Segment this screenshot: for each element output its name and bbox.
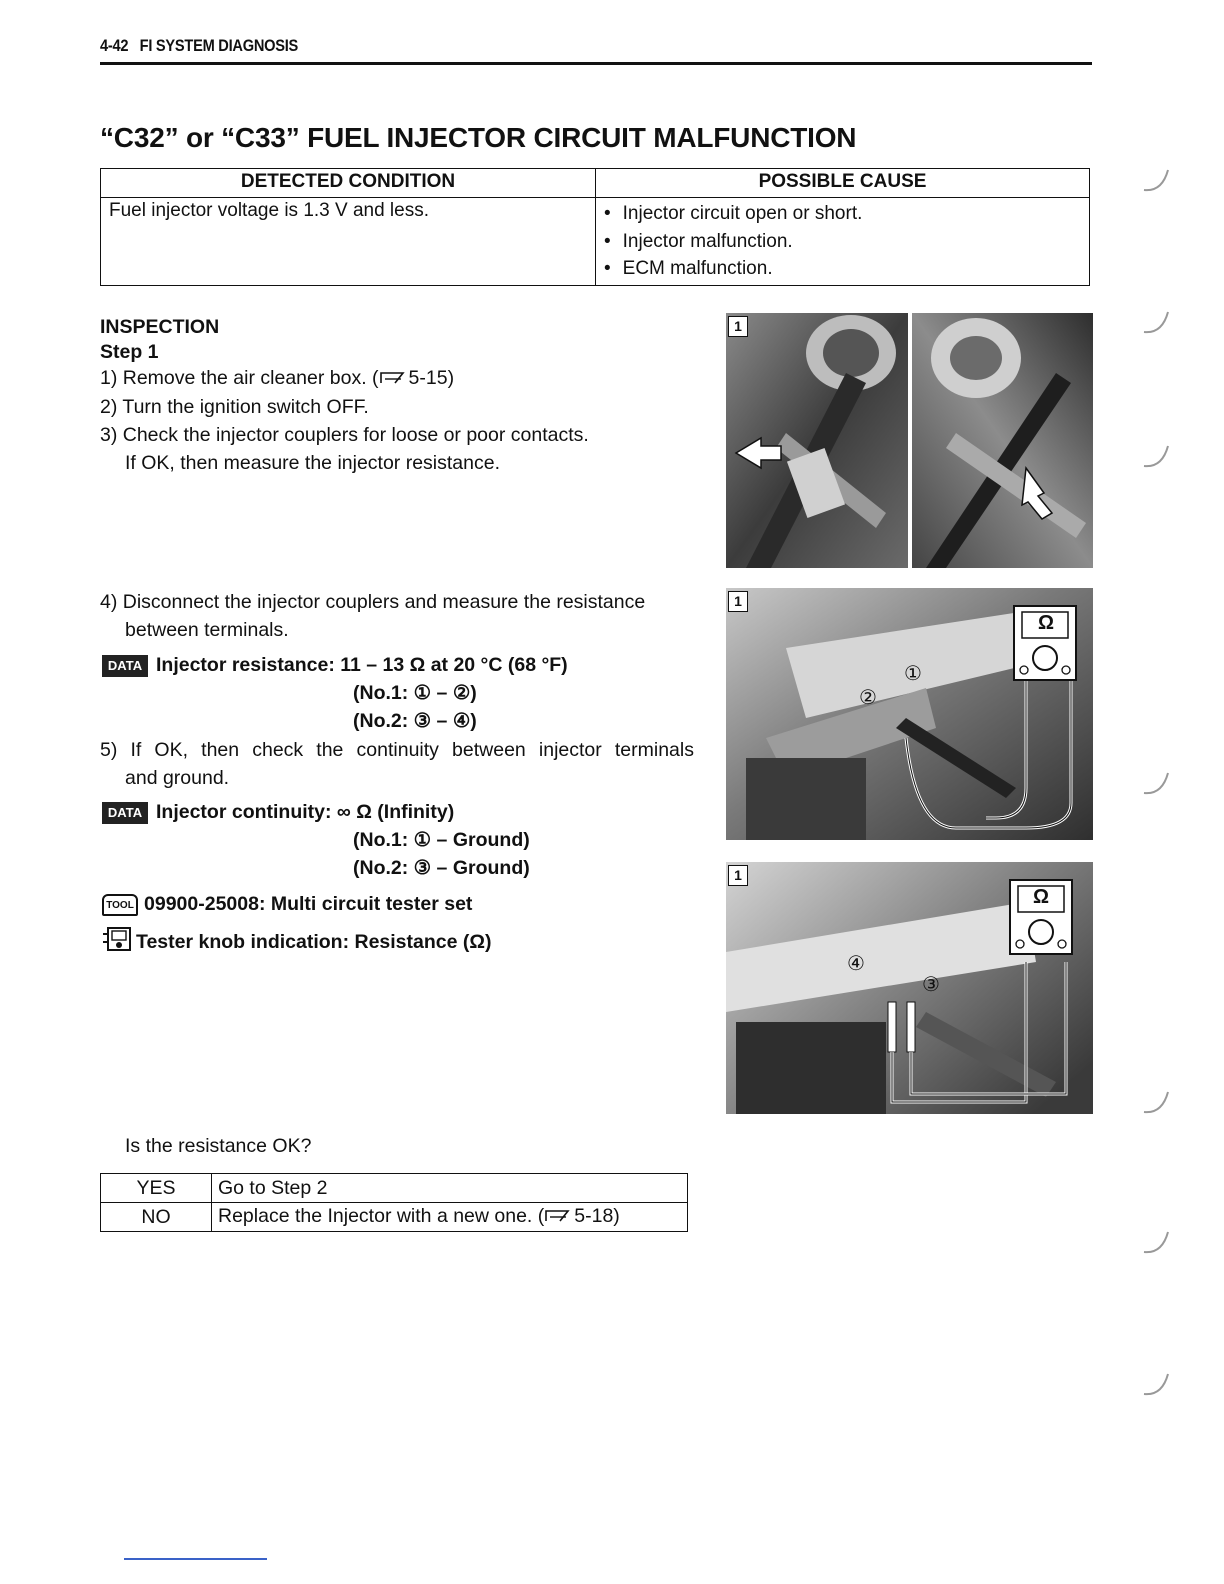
answer-key: YES [101, 1174, 212, 1203]
binding-mark [1142, 302, 1172, 342]
header-rule [100, 62, 1092, 65]
page-title: “C32” or “C33” FUEL INJECTOR CIRCUIT MALFUNCTION [100, 122, 857, 153]
photo-tag: 1 [728, 316, 748, 337]
page-header [100, 36, 298, 56]
photo-couplers [726, 313, 1093, 568]
tester-knob-icon [102, 926, 136, 960]
ohm-symbol: Ω [1037, 612, 1055, 634]
callout-2: ② [859, 687, 877, 709]
answer-value: Replace the Injector with a new one. ( 5-18) [212, 1203, 688, 1232]
callout-4: ④ [847, 953, 865, 975]
reference-icon [379, 365, 409, 393]
answer-key: NO [101, 1203, 212, 1232]
possible-cause-header: POSSIBLE CAUSE [596, 169, 1090, 198]
binding-mark [1142, 763, 1172, 803]
cause-item: • ECM malfunction. [604, 255, 1081, 283]
yes-no-table [100, 1173, 688, 1232]
binding-mark [1142, 1222, 1172, 1262]
callout-1: ① [904, 663, 922, 685]
step-3-note: If OK, then measure the injector resistance. [125, 451, 501, 474]
photo-resistance-no2 [726, 862, 1093, 1114]
continuity-no1: (No.1: ① – Ground) [353, 829, 530, 851]
binding-mark [1142, 1364, 1172, 1404]
binding-mark [1142, 160, 1172, 200]
step-1: 1) Remove the air cleaner box. ( 5-15) [100, 364, 700, 393]
data-icon: DATA [102, 802, 148, 824]
inspection-block [100, 315, 219, 365]
continuity-spec: DATA Injector continuity: ∞ Ω (Infinity) [102, 798, 454, 826]
condition-table [100, 168, 1090, 286]
inspection-heading: INSPECTION [100, 316, 220, 338]
page-number: 4-42 [100, 36, 129, 55]
data-icon: DATA [102, 655, 148, 677]
cause-item: • Injector malfunction. [604, 228, 1081, 256]
question: Is the resistance OK? [125, 1135, 312, 1157]
tool-line: TOOL 09900-25008: Multi circuit tester set [102, 890, 472, 918]
knob-line: Tester knob indication: Resistance (Ω) [102, 926, 492, 960]
photo-resistance-no1 [726, 588, 1093, 840]
table-row [101, 1174, 688, 1203]
binding-mark [1142, 1082, 1172, 1122]
resistance-no1: (No.1: ① – ②) [353, 682, 477, 704]
step-2: 2) Turn the ignition switch OFF. [100, 395, 369, 418]
possible-cause-cell [596, 198, 1090, 286]
resistance-spec: DATA Injector resistance: 11 – 13 Ω at 20 °C (68 °F) [102, 651, 568, 679]
step-3: 3) Check the injector couplers for loose or poor contacts. [100, 423, 589, 446]
table-row [101, 1203, 688, 1232]
step-5: 5) If OK, then check the continuity between injector terminals and ground. [100, 739, 694, 789]
answer-value: Go to Step 2 [212, 1174, 688, 1203]
resistance-no2: (No.2: ③ – ④) [353, 710, 477, 732]
ohm-symbol: Ω [1032, 886, 1050, 908]
tool-icon: TOOL [102, 894, 138, 916]
cause-item: • Injector circuit open or short. [604, 200, 1081, 228]
reference-icon [544, 1206, 574, 1229]
callout-3: ③ [922, 974, 940, 996]
step-4: 4) Disconnect the injector couplers and measure the resistance between terminals. [100, 591, 646, 641]
photo-tag: 1 [728, 865, 748, 886]
detected-condition-header: DETECTED CONDITION [101, 169, 596, 198]
footer-rule [124, 1558, 267, 1560]
binding-mark [1142, 436, 1172, 476]
detected-condition-cell: Fuel injector voltage is 1.3 V and less. [101, 198, 596, 286]
section-name: FI SYSTEM DIAGNOSIS [139, 36, 299, 55]
photo-tag: 1 [728, 591, 748, 612]
step-list [100, 364, 700, 477]
step-heading: Step 1 [100, 341, 159, 363]
continuity-no2: (No.2: ③ – Ground) [353, 857, 530, 879]
